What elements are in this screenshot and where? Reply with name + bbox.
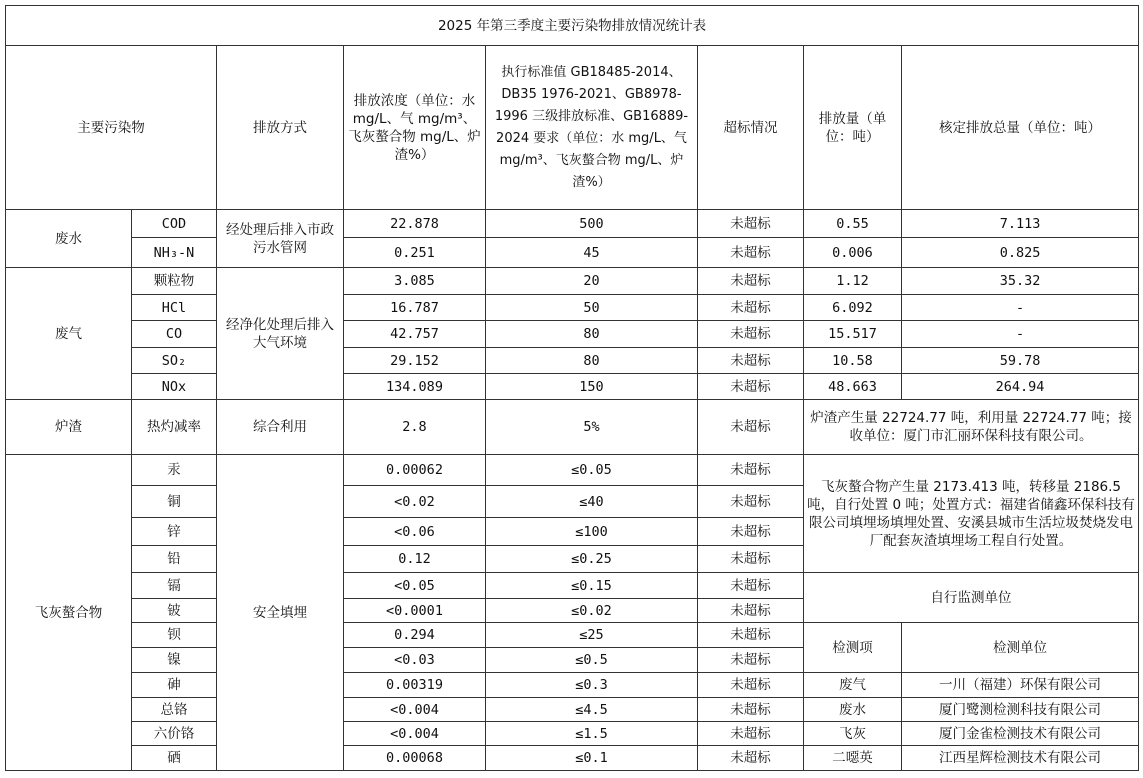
item-cell: 硒 (132, 746, 217, 771)
table-row (6, 746, 1139, 771)
amount-cell: 15.517 (804, 321, 902, 348)
monitoring-header-unit: 检测单位 (902, 623, 1139, 673)
item-cell: 颗粒物 (132, 268, 217, 295)
item-cell: CO (132, 321, 217, 348)
standard-cell: 150 (486, 374, 698, 400)
item-cell: NOx (132, 374, 217, 400)
exceed-cell: 未超标 (698, 486, 804, 518)
exceed-cell: 未超标 (698, 623, 804, 648)
item-cell: 热灼减率 (132, 400, 217, 455)
exceed-cell: 未超标 (698, 321, 804, 348)
fly-ash-note: 飞灰螯合物产生量 2173.413 吨，转移量 2186.5 吨，自行处置 0 吨；处置方式：福建省储鑫环保科技有限公司填埋场填埋处置、安溪县城市生活垃圾焚烧发电厂配套灰渣填埋场工程自行处置。 (804, 455, 1139, 573)
exceed-cell: 未超标 (698, 673, 804, 698)
method-wastewater: 经处理后排入市政污水管网 (217, 210, 344, 268)
standard-cell: 80 (486, 348, 698, 374)
concentration-cell: 3.085 (344, 268, 486, 295)
item-cell: 镍 (132, 648, 217, 673)
amount-cell: 10.58 (804, 348, 902, 374)
standard-cell: ≤25 (486, 623, 698, 648)
approved-cell: 0.825 (902, 238, 1139, 268)
approved-cell: 7.113 (902, 210, 1139, 238)
header-concentration: 排放浓度（单位：水 mg/L、气 mg/m³、飞灰螯合物 mg/L、炉渣%） (344, 46, 486, 210)
table-row (6, 238, 1139, 268)
standard-cell: 80 (486, 321, 698, 348)
concentration-cell: 0.12 (344, 546, 486, 573)
monitoring-unit: 江西星辉检测技术有限公司 (902, 746, 1139, 771)
exceed-cell: 未超标 (698, 268, 804, 295)
table-row (6, 722, 1139, 746)
exceed-cell: 未超标 (698, 746, 804, 771)
exceed-cell: 未超标 (698, 400, 804, 455)
concentration-cell: <0.004 (344, 722, 486, 746)
header-approved-total: 核定排放总量（单位：吨） (902, 46, 1139, 210)
standard-cell: ≤0.05 (486, 455, 698, 486)
exceed-cell: 未超标 (698, 348, 804, 374)
monitoring-header-item: 检测项 (804, 623, 902, 673)
standard-cell: ≤0.02 (486, 599, 698, 623)
table-row (6, 623, 1139, 648)
concentration-cell: <0.0001 (344, 599, 486, 623)
monitoring-item: 二噁英 (804, 746, 902, 771)
concentration-cell: <0.05 (344, 573, 486, 599)
approved-cell: - (902, 295, 1139, 321)
table-row (6, 374, 1139, 400)
standard-cell: 50 (486, 295, 698, 321)
header-exceed: 超标情况 (698, 46, 804, 210)
exceed-cell: 未超标 (698, 374, 804, 400)
concentration-cell: 134.089 (344, 374, 486, 400)
monitoring-item: 废水 (804, 698, 902, 722)
table-row (6, 348, 1139, 374)
exceed-cell: 未超标 (698, 573, 804, 599)
header-pollutant: 主要污染物 (6, 46, 217, 210)
item-cell: HCl (132, 295, 217, 321)
concentration-cell: 29.152 (344, 348, 486, 374)
header-standard: 执行标准值 GB18485-2014、DB35 1976-2021、GB8978-1996 三级排放标准、GB16889-2024 要求（单位：水 mg/L、气 mg/m³、飞灰螯合物 mg/L、炉渣%） (486, 46, 698, 210)
item-cell: COD (132, 210, 217, 238)
monitoring-unit: 厦门鹭测检测科技有限公司 (902, 698, 1139, 722)
amount-cell: 1.12 (804, 268, 902, 295)
standard-cell: ≤0.5 (486, 648, 698, 673)
item-cell: 钡 (132, 623, 217, 648)
table-row (6, 698, 1139, 722)
concentration-cell: <0.004 (344, 698, 486, 722)
category-exhaust: 废气 (6, 268, 132, 400)
standard-cell: 5% (486, 400, 698, 455)
concentration-cell: 0.00319 (344, 673, 486, 698)
exceed-cell: 未超标 (698, 295, 804, 321)
standard-cell: 45 (486, 238, 698, 268)
approved-cell: 264.94 (902, 374, 1139, 400)
item-cell: 汞 (132, 455, 217, 486)
table-row (6, 295, 1139, 321)
concentration-cell: 0.00068 (344, 746, 486, 771)
table-row (6, 573, 1139, 599)
amount-cell: 6.092 (804, 295, 902, 321)
monitoring-item: 飞灰 (804, 722, 902, 746)
concentration-cell: 22.878 (344, 210, 486, 238)
standard-cell: ≤40 (486, 486, 698, 518)
concentration-cell: 2.8 (344, 400, 486, 455)
concentration-cell: 16.787 (344, 295, 486, 321)
exceed-cell: 未超标 (698, 210, 804, 238)
item-cell: 镉 (132, 573, 217, 599)
concentration-cell: 0.251 (344, 238, 486, 268)
standard-cell: 500 (486, 210, 698, 238)
exceed-cell: 未超标 (698, 238, 804, 268)
table-row (6, 321, 1139, 348)
concentration-cell: 0.294 (344, 623, 486, 648)
standard-cell: 20 (486, 268, 698, 295)
slag-note: 炉渣产生量 22724.77 吨，利用量 22724.77 吨；接收单位：厦门市汇丽环保科技有限公司。 (804, 400, 1139, 455)
concentration-cell: 0.00062 (344, 455, 486, 486)
table-row (6, 673, 1139, 698)
concentration-cell: <0.03 (344, 648, 486, 673)
method-slag: 综合利用 (217, 400, 344, 455)
exceed-cell: 未超标 (698, 648, 804, 673)
exceed-cell: 未超标 (698, 698, 804, 722)
category-wastewater: 废水 (6, 210, 132, 268)
header-method: 排放方式 (217, 46, 344, 210)
table-row (6, 455, 1139, 486)
standard-cell: ≤1.5 (486, 722, 698, 746)
item-cell: 铜 (132, 486, 217, 518)
category-slag: 炉渣 (6, 400, 132, 455)
item-cell: 六价铬 (132, 722, 217, 746)
method-exhaust: 经净化处理后排入大气环境 (217, 268, 344, 400)
exceed-cell: 未超标 (698, 518, 804, 546)
standard-cell: ≤100 (486, 518, 698, 546)
item-cell: 总铬 (132, 698, 217, 722)
amount-cell: 0.55 (804, 210, 902, 238)
item-cell: 铍 (132, 599, 217, 623)
concentration-cell: 42.757 (344, 321, 486, 348)
monitoring-unit: 厦门金雀检测技术有限公司 (902, 722, 1139, 746)
item-cell: NH₃-N (132, 238, 217, 268)
standard-cell: ≤0.1 (486, 746, 698, 771)
amount-cell: 0.006 (804, 238, 902, 268)
monitoring-item: 废气 (804, 673, 902, 698)
table-row (6, 400, 1139, 455)
standard-cell: ≤4.5 (486, 698, 698, 722)
item-cell: SO₂ (132, 348, 217, 374)
table-row (6, 210, 1139, 238)
exceed-cell: 未超标 (698, 599, 804, 623)
monitoring-unit: 一川（福建）环保有限公司 (902, 673, 1139, 698)
standard-cell: ≤0.15 (486, 573, 698, 599)
approved-cell: - (902, 321, 1139, 348)
monitoring-title: 自行监测单位 (804, 573, 1139, 623)
item-cell: 砷 (132, 673, 217, 698)
table-row (6, 268, 1139, 295)
standard-cell: ≤0.3 (486, 673, 698, 698)
amount-cell: 48.663 (804, 374, 902, 400)
exceed-cell: 未超标 (698, 455, 804, 486)
concentration-cell: <0.06 (344, 518, 486, 546)
method-fly-ash: 安全填埋 (217, 455, 344, 771)
pollutant-emission-table (5, 5, 1139, 771)
item-cell: 锌 (132, 518, 217, 546)
table-title: 2025 年第三季度主要污染物排放情况统计表 (6, 6, 1139, 46)
exceed-cell: 未超标 (698, 546, 804, 573)
concentration-cell: <0.02 (344, 486, 486, 518)
header-amount: 排放量（单位：吨） (804, 46, 902, 210)
category-fly-ash: 飞灰螯合物 (6, 455, 132, 771)
item-cell: 铅 (132, 546, 217, 573)
standard-cell: ≤0.25 (486, 546, 698, 573)
approved-cell: 35.32 (902, 268, 1139, 295)
approved-cell: 59.78 (902, 348, 1139, 374)
exceed-cell: 未超标 (698, 722, 804, 746)
